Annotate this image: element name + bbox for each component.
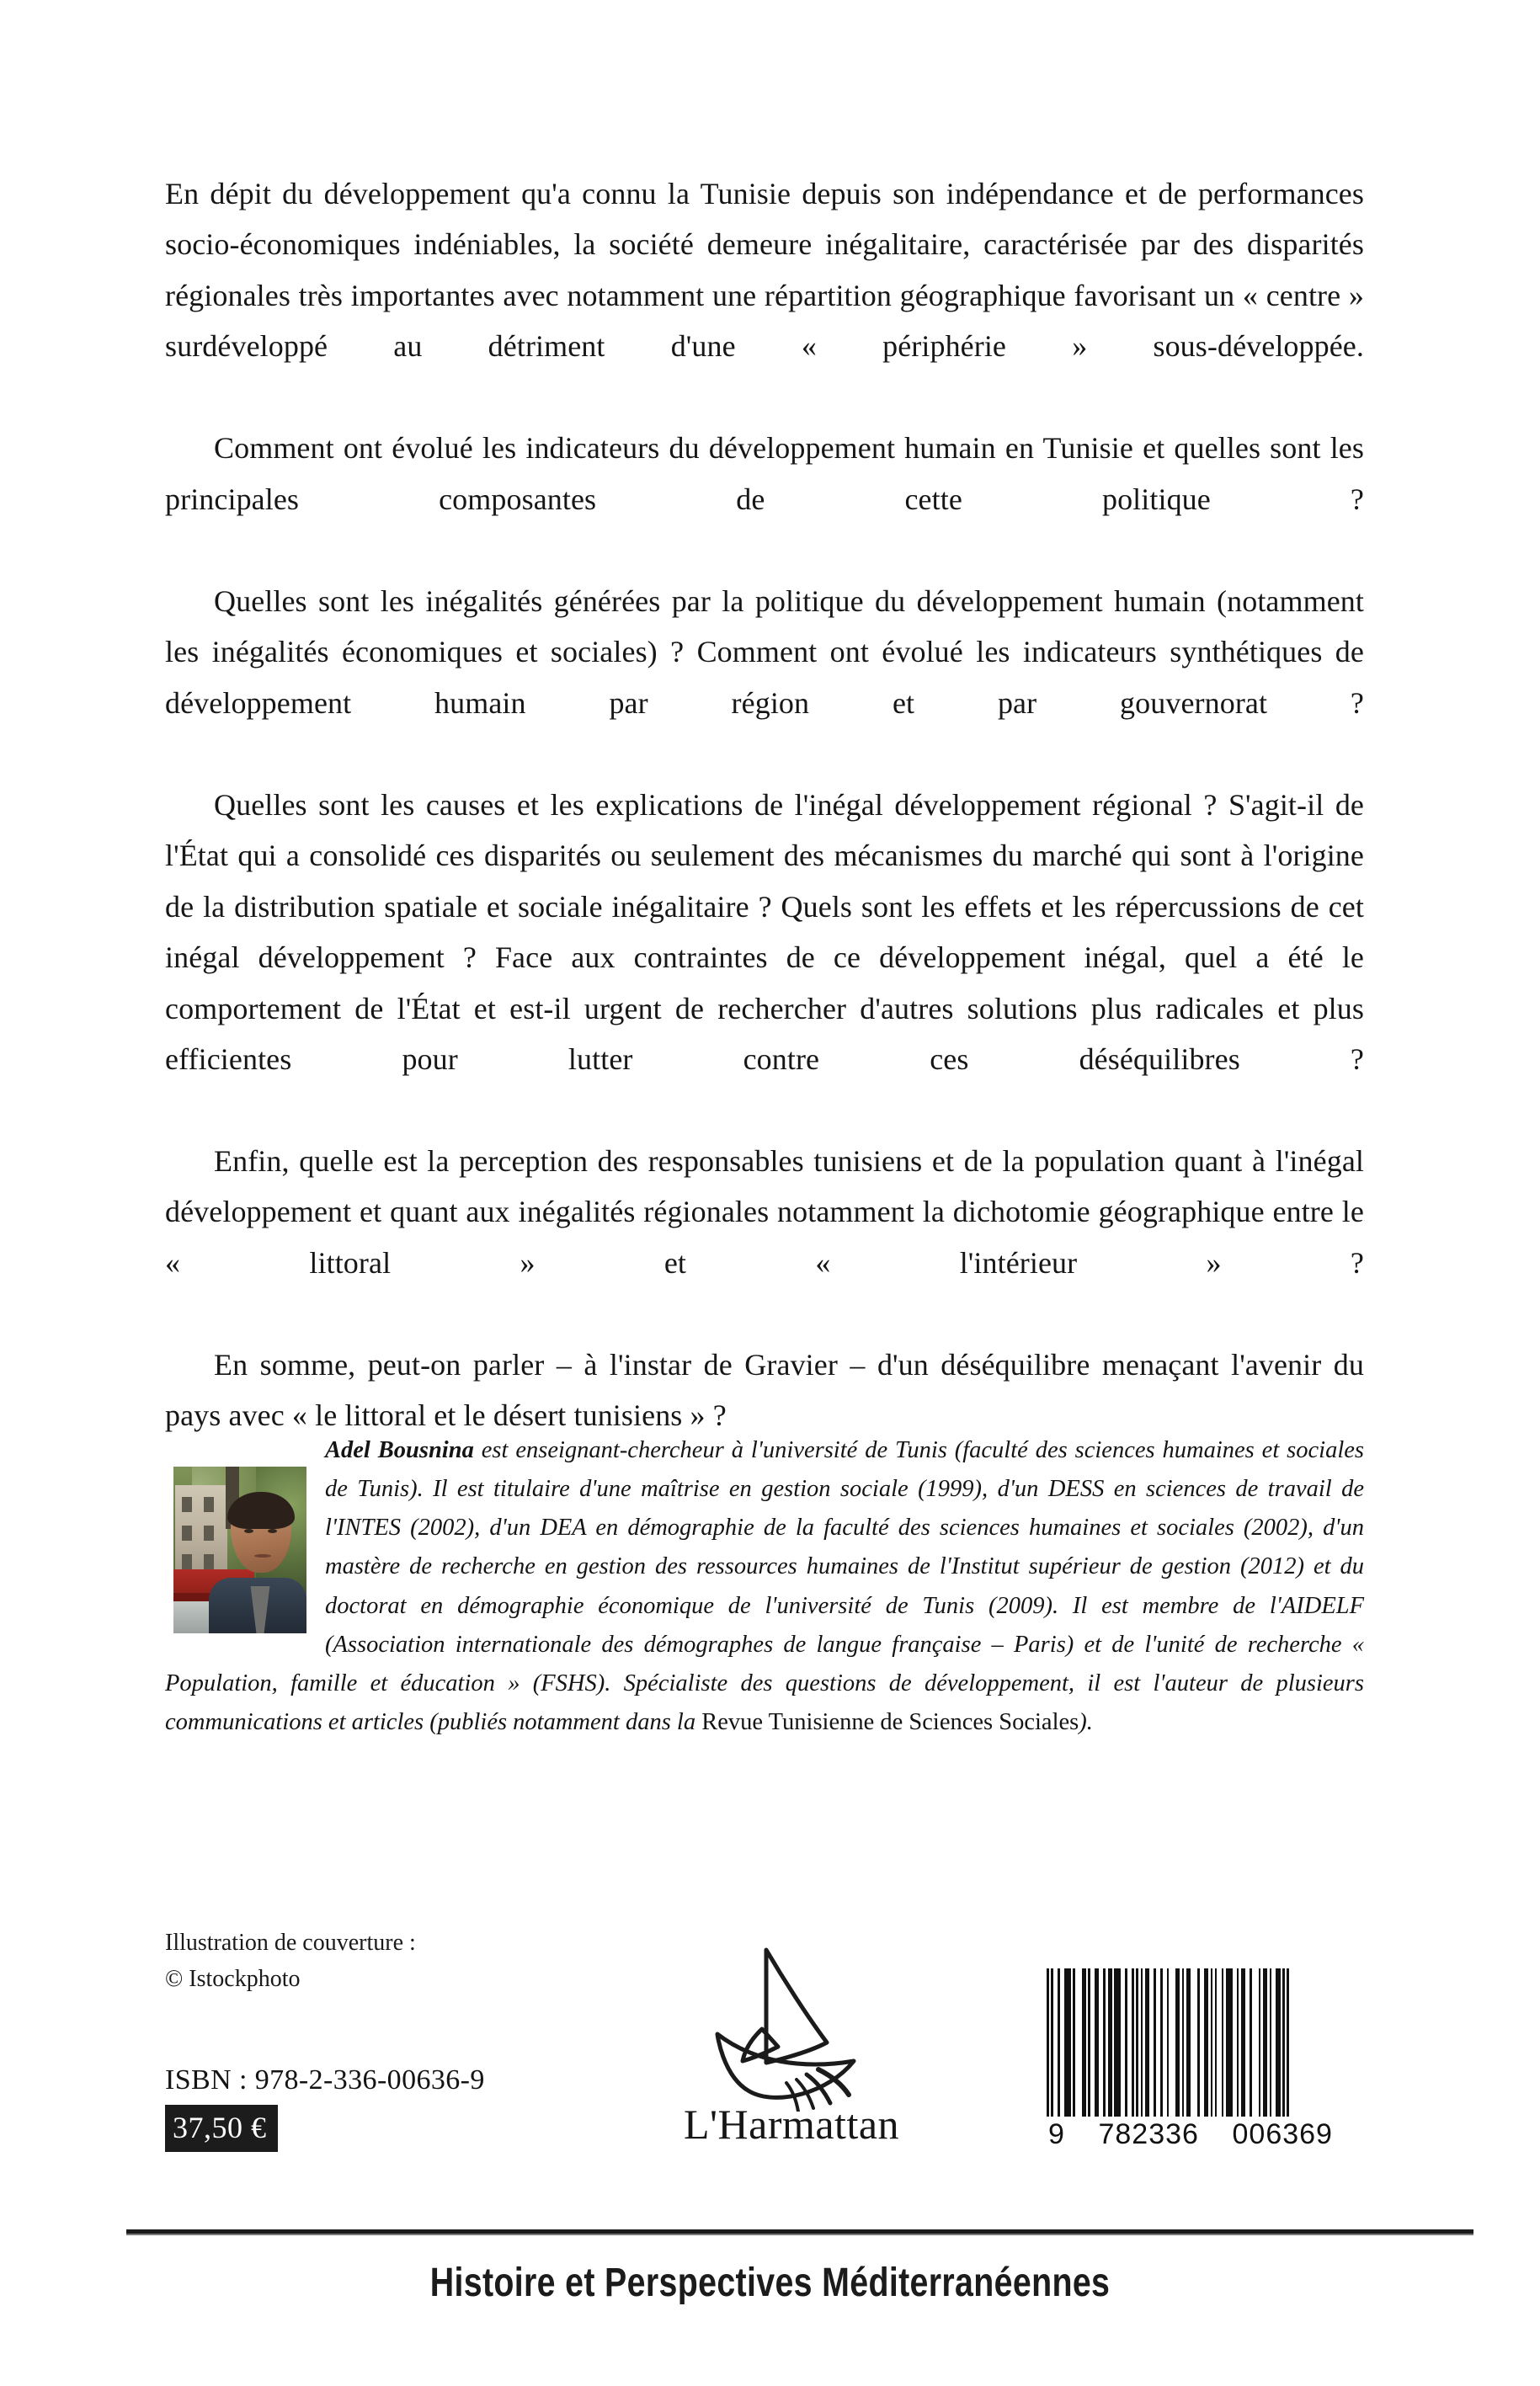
journal-title: Revue Tunisienne de Sciences Sociales (701, 1709, 1079, 1736)
author-portrait-photo (173, 1467, 306, 1633)
illustration-credit-source: © Istockphoto (165, 1965, 301, 1992)
photo-building (175, 1485, 227, 1573)
photo-person-eye-left (244, 1529, 253, 1533)
author-biography-block (165, 1431, 1364, 1742)
photo-person-eye-right (268, 1529, 277, 1533)
author-biography-text (165, 1431, 1364, 1742)
author-bio-part-one: est enseignant-chercheur à l'université de Tunis (faculté des sciences humaines et sociales de Tunis). Il est titulaire d'une maîtrise en gestion sociale (1999), d'un DESS en sciences de travail de l'INTES (2002), d'un DEA en démographie de la faculté des sciences humaines et sociales (2002), d'un mastère de recherche en gestion des ressources humaines de l'Institut supérieur de gestion (2012) et du doctorat en démographie économique de l'université de Tunis (2009). Il est membre de l'AIDELF (Association internationale des démographes de langue française – Paris) et de l'unité de recherche « Population, famille et éducation » (FSHS). Spécialiste des questions de développement, il est l'auteur de plusieurs communications et articles (publiés notamment dans la (165, 1437, 1364, 1736)
barcode-digits (1047, 2118, 1335, 2151)
photo-window (204, 1497, 214, 1512)
isbn-barcode (1047, 1968, 1335, 2151)
barcode-digit-group-2: 782336 (1098, 2118, 1199, 2150)
photo-person-mouth (254, 1554, 271, 1558)
blurb-paragraph-6: En somme, peut-on parler – à l'instar de Gravier – d'un déséquilibre menaçant l'avenir du pays avec « le littoral et le désert tunisiens » ? (165, 1347, 1364, 1433)
illustration-credit-label: Illustration de couverture : (165, 1930, 416, 1956)
blurb-paragraph-3: Quelles sont les inégalités générées par la politique du développement humain (notamment les inégalités économiques et sociales) ? Comment ont évolué les indicateurs synthétiques de développement humain par région et par gouvernorat ? (165, 583, 1364, 720)
photo-window (182, 1497, 192, 1512)
barcode-digit-group-3: 006369 (1232, 2118, 1333, 2150)
series-title: Histoire et Perspectives Méditerranéennes (429, 2261, 1111, 2305)
illustration-credit (165, 1925, 416, 1997)
isbn-text: ISBN : 978-2-336-00636-9 (165, 2064, 485, 2096)
publisher-name: L'Harmattan (683, 2101, 900, 2148)
blurb-paragraph-5: Enfin, quelle est la perception des responsables tunisiens et de la population quant à l'inégal développement et quant aux inégalités régionales notamment la dichotomie géographique entre le « littoral » et « l'intérieur » ? (165, 1143, 1364, 1280)
blurb-paragraph-2: Comment ont évolué les indicateurs du développement humain en Tunisie et quelles sont les principales composantes de cette politique ? (165, 431, 1364, 516)
blurb-paragraph-1: En dépit du développement qu'a connu la Tunisie depuis son indépendance et de performances socio-économiques indéniables, la société demeure inégalitaire, caractérisée par des disparités régionales très importantes avec notamment une répartition géographique favorisant un « centre » surdéveloppé au détriment d'une « périphérie » sous-développée. (165, 177, 1364, 364)
back-cover-blurb (165, 168, 1364, 1441)
footer-divider (126, 2229, 1473, 2234)
publisher-logo (679, 1935, 904, 2160)
blurb-paragraph-4: Quelles sont les causes et les explications de l'inégal développement régional ? S'agit-il de l'État qui a consolidé ces disparités ou seulement des mécanismes du marché qui sont à l'origine de la distribution spatiale et sociale inégalitaire ? Quels sont les effets et les répercussions de cet inégal développement ? Face aux contraintes de ce développement inégal, quel a été le comportement de l'État et est-il urgent de rechercher d'autres solutions plus radicales et plus efficientes pour lutter contre ces déséquilibres ? (165, 787, 1364, 1076)
author-bio-part-two: ). (1079, 1709, 1093, 1736)
barcode-bars (1047, 1968, 1335, 2117)
price-badge: 37,50 € (165, 2105, 278, 2152)
author-name: Adel Bousnina (325, 1437, 474, 1463)
sailboat-icon (679, 1935, 904, 2112)
barcode-digit-group-1: 9 (1048, 2118, 1065, 2150)
